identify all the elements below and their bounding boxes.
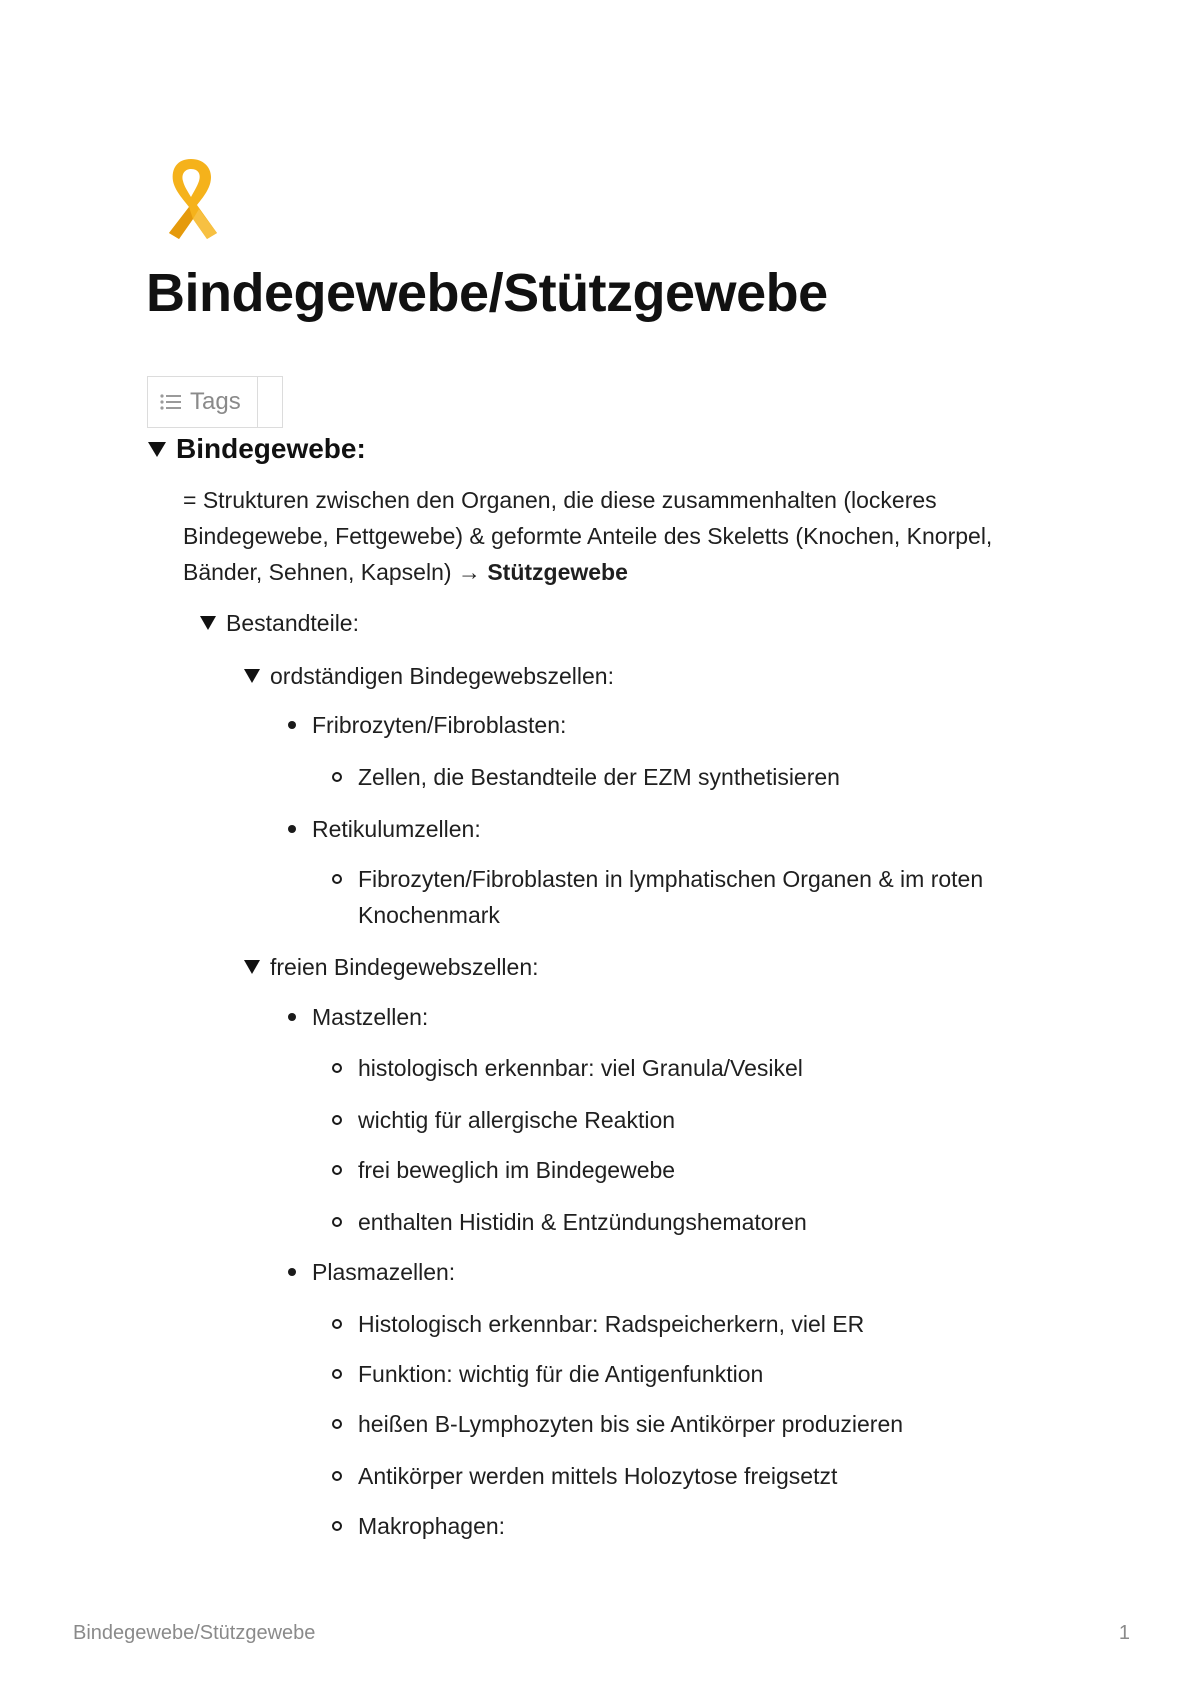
toggle-triangle-icon[interactable] (244, 960, 260, 974)
bullet-icon (332, 874, 342, 884)
bullet-icon (288, 825, 296, 833)
toggle-ortsstaendig[interactable] (244, 658, 614, 694)
list-item: Antikörper werden mittels Holozytose freigsetzt (332, 1458, 837, 1494)
tags-value[interactable] (258, 377, 282, 427)
bullet-icon (332, 772, 342, 782)
bullet-icon (332, 1217, 342, 1227)
toggle-bestandteile[interactable] (200, 605, 359, 641)
toggle-frei[interactable] (244, 949, 539, 985)
list-item: Retikulumzellen: (288, 811, 481, 847)
bullet-icon (332, 1319, 342, 1329)
bullet-icon (332, 1521, 342, 1531)
definition-bold: Stützgewebe (487, 559, 628, 585)
toggle-label: Bestandteile: (226, 610, 359, 636)
list-item: histologisch erkennbar: viel Granula/Vesikel (332, 1050, 803, 1086)
list-item: frei beweglich im Bindegewebe (332, 1152, 675, 1188)
list-item: enthalten Histidin & Entzündungshematoren (332, 1204, 807, 1240)
list-icon (160, 393, 182, 411)
bullet-icon (332, 1369, 342, 1379)
list-item: wichtig für allergische Reaktion (332, 1102, 675, 1138)
list-item: Fribrozyten/Fibroblasten: (288, 707, 566, 743)
toggle-bindegewebe[interactable] (148, 431, 366, 468)
toggle-triangle-icon[interactable] (244, 669, 260, 683)
tags-label-cell (148, 377, 258, 427)
list-item: Fibrozyten/Fibroblasten in lymphatischen Organen & im roten Knochenmark (332, 861, 1058, 933)
list-item: Zellen, die Bestandteile der EZM synthetisieren (332, 759, 840, 795)
bullet-icon (332, 1471, 342, 1481)
tags-property[interactable] (147, 376, 283, 428)
toggle-label: freien Bindegewebszellen: (270, 954, 539, 980)
bullet-icon (332, 1419, 342, 1429)
footer-title: Bindegewebe/Stützgewebe (73, 1622, 316, 1644)
list-item: Funktion: wichtig für die Antigenfunktion (332, 1356, 763, 1392)
page-title: Bindegewebe/Stützgewebe (146, 263, 828, 323)
bullet-icon (288, 721, 296, 729)
bullet-icon (332, 1165, 342, 1175)
toggle-label: ordständigen Bindegewebszellen: (270, 663, 614, 689)
tags-label: Tags (190, 388, 241, 415)
toggle-triangle-icon[interactable] (148, 442, 166, 457)
toggle-triangle-icon[interactable] (200, 616, 216, 630)
page-number: 1 (1118, 1622, 1130, 1644)
bullet-icon (332, 1115, 342, 1125)
list-item: heißen B-Lymphozyten bis sie Antikörper produzieren (332, 1406, 903, 1442)
yellow-ribbon-icon (155, 155, 227, 243)
list-item: Mastzellen: (288, 999, 428, 1035)
list-item: Plasmazellen: (288, 1254, 455, 1290)
section-heading: Bindegewebe: (176, 433, 366, 464)
definition-paragraph (183, 482, 1063, 590)
list-item: Makrophagen: (332, 1508, 505, 1544)
list-item: Histologisch erkennbar: Radspeicherkern, viel ER (332, 1306, 864, 1342)
bullet-icon (288, 1013, 296, 1021)
bullet-icon (288, 1268, 296, 1276)
bullet-icon (332, 1063, 342, 1073)
definition-text: = Strukturen zwischen den Organen, die diese zusammenhalten (lockeres Bindegewebe, Fettgewebe) & geformte Anteile des Skeletts (Knochen, Knorpel, Bänder, Sehnen, Kapseln) → (183, 487, 993, 585)
